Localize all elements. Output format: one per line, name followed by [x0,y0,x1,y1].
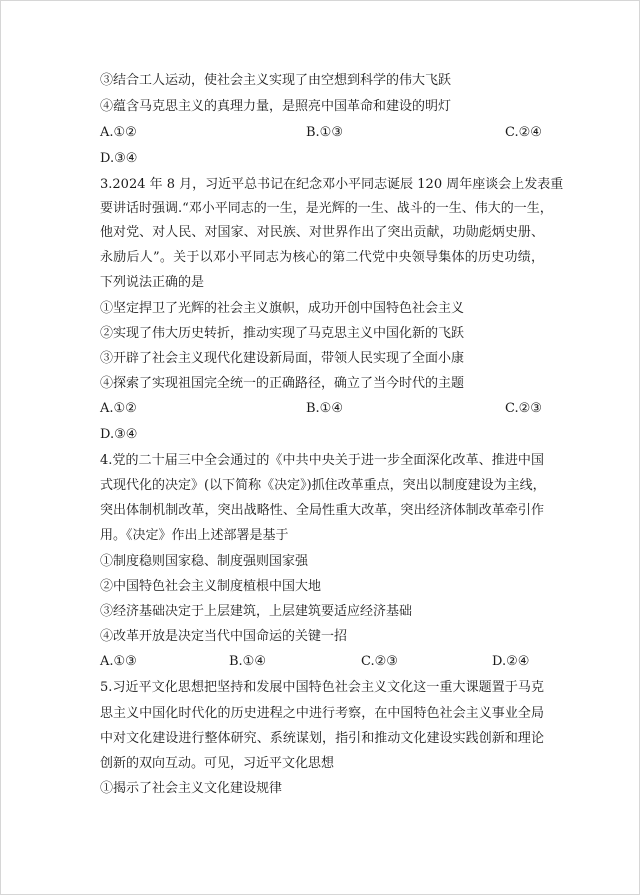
q4-option-3: ③经济基础决定于上层建筑，上层建筑要适应经济基础 [100,604,413,619]
q5-stem-line: 中对文化建设进行整体研究、系统谋划，指引和推动文化建设实践创新和理论 [100,731,544,746]
q3-option-4: ④探索了实现祖国完全统一的正确路径，确立了当今时代的主题 [100,376,465,391]
q3-stem-line: 3.2024 年 8 月，习近平总书记在纪念邓小平同志诞辰 120 周年座谈会上发表重 [100,177,564,192]
q5-stem-line: 5.习近平文化思想把坚持和发展中国特色社会主义文化这一重大课题置于马克 [100,680,544,695]
q3-choice-a[interactable]: A.①② [100,401,137,416]
q2-choice-a[interactable]: A.①② [100,125,137,140]
q3-choice-d[interactable]: D.③④ [100,427,138,442]
q4-choice-c[interactable]: C.②③ [361,654,398,669]
q4-choice-b[interactable]: B.①④ [229,654,266,669]
q4-stem-line: 4.党的二十届三中全会通过的《中共中央关于进一步全面深化改革、推进中国 [100,453,544,468]
q2-choice-b[interactable]: B.①③ [306,125,343,140]
q3-choice-c[interactable]: C.②③ [505,401,542,416]
q4-option-4: ④改革开放是决定当代中国命运的关键一招 [100,629,348,644]
q4-option-2: ②中国特色社会主义制度植根中国大地 [100,579,322,594]
q3-option-2: ②实现了伟大历史转折，推动实现了马克思主义中国化新的飞跃 [100,326,465,341]
q3-stem-line: 他对党、对人民、对国家、对民族、对世界作出了突出贡献，功勋彪炳史册、 [100,225,544,240]
q3-option-3: ③开辟了社会主义现代化建设新局面，带领人民实现了全面小康 [100,351,465,366]
q5-option-1: ①揭示了社会主义文化建设规律 [100,781,283,796]
q5-stem-line: 思主义中国化时代化的历史进程之中进行考察，在中国特色社会主义事业全局 [100,706,544,721]
q4-choice-d[interactable]: D.②④ [492,654,530,669]
q2-option-3: ③结合工人运动，使社会主义实现了由空想到科学的伟大飞跃 [100,73,452,88]
q3-stem-line: 永励后人”。关于以邓小平同志为核心的第二代党中央领导集体的历史功绩， [100,250,544,265]
q3-stem-line: 要讲话时强调.“邓小平同志的一生，是光辉的一生、战斗的一生、伟大的一生， [100,201,553,216]
q4-stem-line: 用。《决定》作出上述部署是基于 [100,528,289,543]
q5-stem-line: 创新的双向互动。可见，习近平文化思想 [100,756,335,771]
q3-choice-b[interactable]: B.①④ [306,401,343,416]
q3-stem-line: 下列说法正确的是 [100,275,205,290]
q4-stem-line: 突出体制机制改革，突出战略性、全局性重大改革，突出经济体制改革牵引作 [100,503,544,518]
q2-option-4: ④蕴含马克思主义的真理力量，是照亮中国革命和建设的明灯 [100,99,452,114]
q4-choice-a[interactable]: A.①③ [100,654,137,669]
q3-option-1: ①坚定捍卫了光辉的社会主义旗帜，成功开创中国特色社会主义 [100,301,465,316]
q4-option-1: ①制度稳则国家稳、制度强则国家强 [100,554,309,569]
q2-choice-d[interactable]: D.③④ [100,151,138,166]
q2-choice-c[interactable]: C.②④ [505,125,542,140]
q4-stem-line: 式现代化的决定》(以下简称《决定》)抓住改革重点，突出以制度建设为主线， [100,478,546,493]
